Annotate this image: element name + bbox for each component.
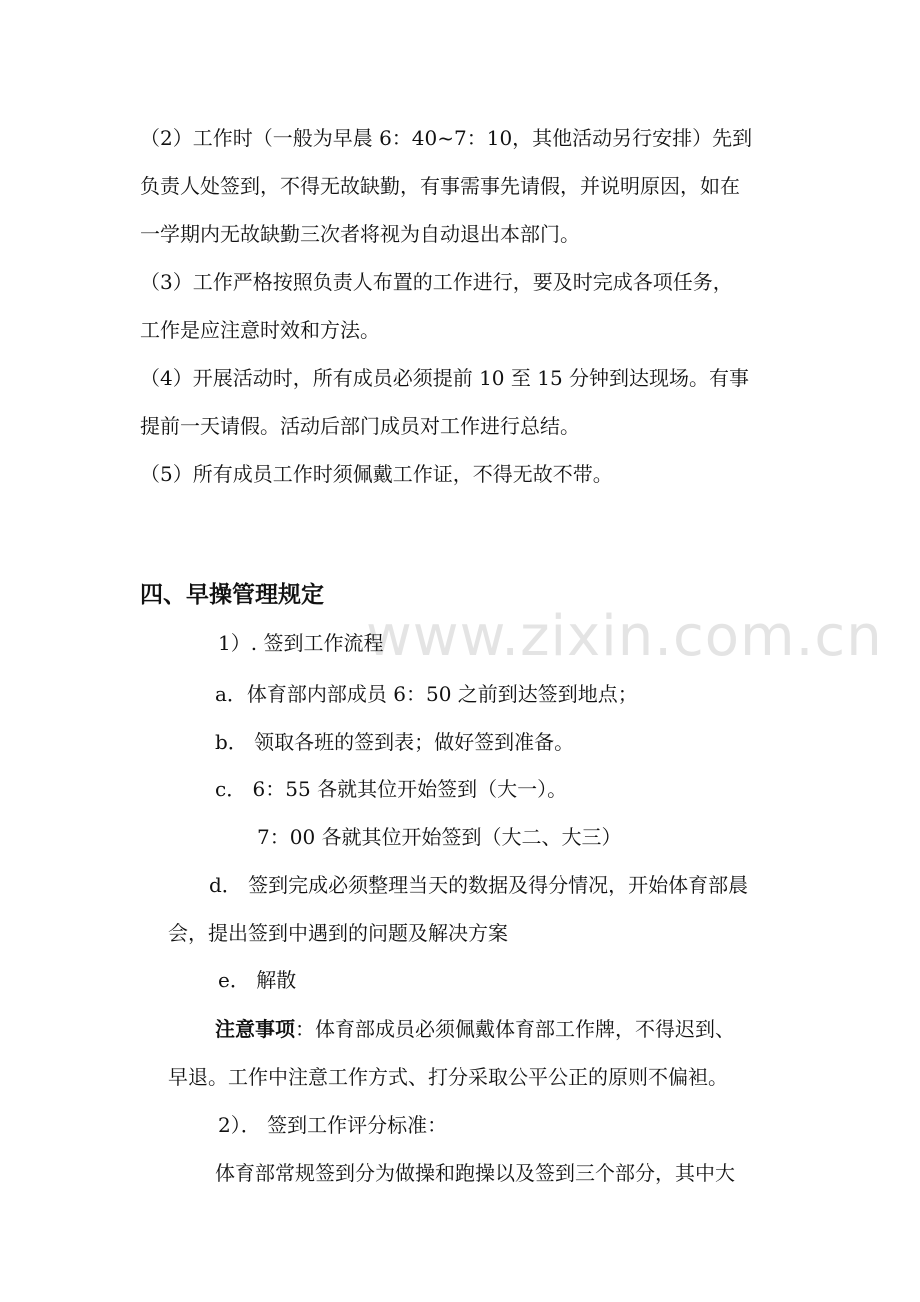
rule-4-line-2: 提前一天请假。活动后部门成员对工作进行总结。: [140, 414, 580, 438]
note-line-1: [215, 1016, 735, 1042]
step-d-line-1: d． 签到完成必须整理当天的数据及得分情况，开始体育部晨: [209, 873, 749, 897]
rule-2-line-1: （2）工作时（一般为早晨 6：40~7：10，其他活动另行安排）先到: [140, 126, 753, 150]
rule-2-line-3: 一学期内无故缺勤三次者将视为自动退出本部门。: [140, 222, 580, 246]
subsection-2-title: 2）． 签到工作评分标准：: [218, 1113, 448, 1137]
section-heading: 四、早操管理规定: [140, 582, 324, 608]
note-text: ：体育部成员必须佩戴体育部工作牌，不得迟到、: [295, 1017, 735, 1041]
rule-3-line-1: （3）工作严格按照负责人布置的工作进行，要及时完成各项任务，: [140, 270, 733, 294]
note-line-2: 早退。工作中注意工作方式、打分采取公平公正的原则不偏袒。: [168, 1065, 728, 1089]
rule-5-line-1: （5）所有成员工作时须佩戴工作证，不得无故不带。: [140, 462, 613, 486]
step-b: b． 领取各班的签到表；做好签到准备。: [215, 730, 575, 754]
subsection-1-title: 1）. 签到工作流程: [218, 631, 384, 655]
score-line-1: 体育部常规签到分为做操和跑操以及签到三个部分，其中大: [215, 1161, 735, 1185]
watermark: www.zixin.com.cn: [366, 604, 883, 669]
step-c-line-2: 7：00 各就其位开始签到（大二、大三）: [257, 825, 622, 849]
rule-4-line-1: （4）开展活动时，所有成员必须提前 10 至 15 分钟到达现场。有事: [140, 366, 750, 390]
rule-2-line-2: 负责人处签到，不得无故缺勤，有事需事先请假，并说明原因，如在: [140, 174, 740, 198]
step-d-line-2: 会，提出签到中遇到的问题及解决方案: [168, 921, 508, 945]
rule-3-line-2: 工作是应注意时效和方法。: [140, 318, 380, 342]
step-e: e． 解散: [218, 968, 297, 992]
step-c-line-1: c． 6：55 各就其位开始签到（大一）。: [215, 777, 568, 801]
note-label: 注意事项: [215, 1017, 295, 1041]
step-a: a．体育部内部成员 6：50 之前到达签到地点；: [215, 682, 638, 706]
